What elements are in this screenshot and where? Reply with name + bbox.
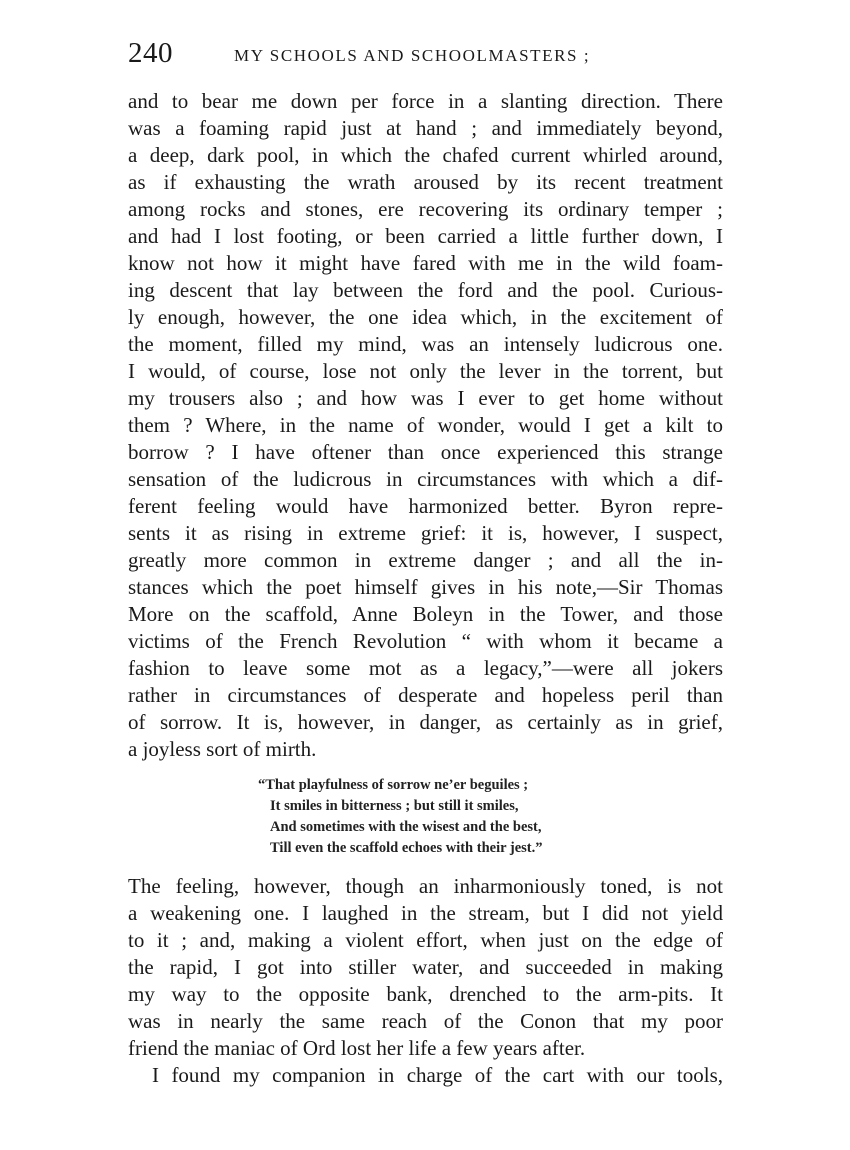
paragraph-1 — [128, 88, 723, 763]
running-head — [128, 36, 728, 76]
verse-line: And sometimes with the wisest and the best, — [270, 819, 542, 835]
text-line: stances which the poet himself gives in his note,—Sir Thomas — [128, 575, 723, 599]
text-line: a deep, dark pool, in which the chafed current whirled around, — [128, 143, 723, 167]
text-line: greatly more common in extreme danger ; and all the in- — [128, 548, 723, 572]
text-line: sents it as rising in extreme grief: it is, however, I suspect, — [128, 521, 723, 545]
text-line: ly enough, however, the one idea which, in the excitement of — [128, 305, 723, 329]
text-line: I would, of course, lose not only the lever in the torrent, but — [128, 359, 723, 383]
text-line: a weakening one. I laughed in the stream, but I did not yield — [128, 901, 723, 925]
text-line: the moment, filled my mind, was an intensely ludicrous one. — [128, 332, 723, 356]
text-line: the rapid, I got into stiller water, and succeeded in making — [128, 955, 723, 979]
text-line: them ? Where, in the name of wonder, would I get a kilt to — [128, 413, 723, 437]
running-title: MY SCHOOLS AND SCHOOLMASTERS ; — [234, 46, 591, 65]
text-line: friend the maniac of Ord lost her life a few years after. — [128, 1036, 586, 1060]
paragraph-2 — [128, 873, 723, 1089]
text-line: sensation of the ludicrous in circumstances with which a dif- — [128, 467, 723, 491]
text-line: victims of the French Revolution “ with whom it became a — [128, 629, 723, 653]
page-number: 240 — [128, 37, 173, 69]
text-line: The feeling, however, though an inharmoniously toned, is not — [128, 874, 723, 898]
text-line: my trousers also ; and how was I ever to get home without — [128, 386, 723, 410]
text-line: was a foaming rapid just at hand ; and immediately beyond, — [128, 116, 723, 140]
text-line: ferent feeling would have harmonized better. Byron repre- — [128, 494, 723, 518]
text-line: of sorrow. It is, however, in danger, as certainly as in grief, — [128, 710, 723, 734]
verse-line: “That playfulness of sorrow ne’er beguiles ; — [258, 777, 529, 793]
verse-line: It smiles in bitterness ; but still it smiles, — [270, 798, 519, 814]
text-line: I found my companion in charge of the cart with our tools, — [152, 1063, 723, 1087]
text-line: was in nearly the same reach of the Conon that my poor — [128, 1009, 723, 1033]
text-line: ing descent that lay between the ford and the pool. Curious- — [128, 278, 723, 302]
text-line: More on the scaffold, Anne Boleyn in the Tower, and those — [128, 602, 723, 626]
text-line: and had I lost footing, or been carried a little further down, I — [128, 224, 723, 248]
text-line: as if exhausting the wrath aroused by its recent treatment — [128, 170, 723, 194]
text-line: a joyless sort of mirth. — [128, 737, 317, 761]
text-line: know not how it might have fared with me in the wild foam- — [128, 251, 723, 275]
text-line: my way to the opposite bank, drenched to the arm-pits. It — [128, 982, 723, 1006]
verse-quotation — [258, 775, 698, 859]
text-line: fashion to leave some mot as a legacy,”—were all jokers — [128, 656, 723, 680]
text-line: among rocks and stones, ere recovering its ordinary temper ; — [128, 197, 723, 221]
text-line: to it ; and, making a violent effort, when just on the edge of — [128, 928, 723, 952]
text-line: rather in circumstances of desperate and hopeless peril than — [128, 683, 723, 707]
text-line: borrow ? I have oftener than once experienced this strange — [128, 440, 723, 464]
text-line: and to bear me down per force in a slanting direction. There — [128, 89, 723, 113]
verse-line: Till even the scaffold echoes with their jest.” — [270, 840, 543, 856]
